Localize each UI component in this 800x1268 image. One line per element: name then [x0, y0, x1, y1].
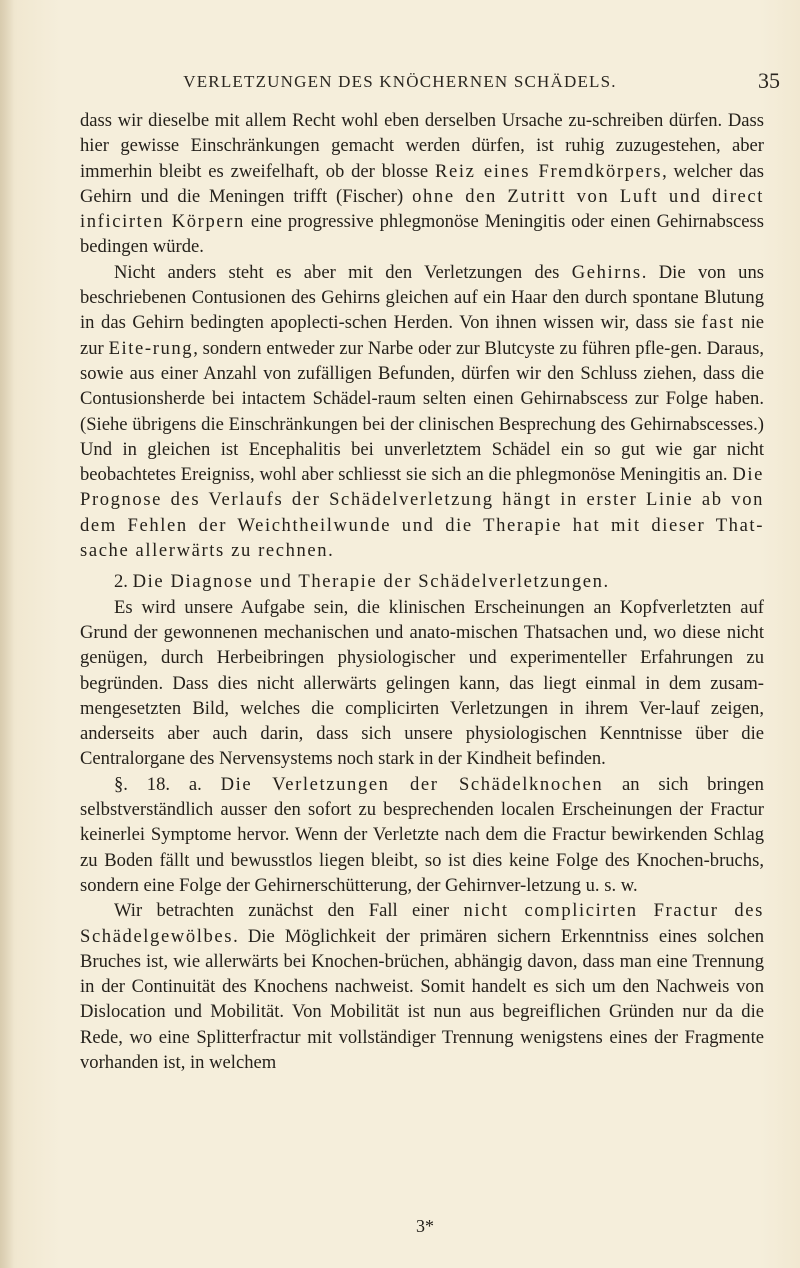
text-run: Wir betrachten zunächst den Fall einer — [114, 900, 464, 922]
paragraph-2 — [80, 260, 764, 564]
text-run: nie zur — [80, 312, 764, 359]
section-number: 2. — [114, 571, 133, 593]
section-title: Die Diagnose und Therapie der Schädelverletzungen. — [132, 571, 610, 593]
spaced-emphasis: Die Verletzungen der Schädelknochen — [220, 773, 604, 795]
page-gutter-shadow — [0, 0, 14, 1268]
spaced-emphasis: Eite-rung — [108, 337, 194, 359]
paragraph-5 — [80, 898, 764, 1075]
text-run: eine progressive phlegmonöse Meningitis oder einen Gehirnabscess bedingen würde. — [80, 211, 764, 258]
body-text — [80, 108, 764, 1075]
text-run: , welcher das Gehirn und die Meningen trifft (Fischer) — [80, 160, 764, 207]
text-run: an sich bringen selbstverständlich ausser den sofort zu besprechenden localen Erscheinungen der Fractur keinerlei Symptome hervor. Wenn der Verletzte nach dem die Fractur bewirkenden Schlag zu Boden fällt und bewusstlos liegen bleibt, so ist dies keine Folge des Knochen-bruchs, sondern eine Folge der Gehirnerschütterung, der Gehirnver-letzung u. s. w. — [80, 773, 764, 896]
paragraph-4 — [80, 772, 764, 898]
spaced-emphasis: Die Prognose des Verlaufs der Schädelverletzung hängt in erster Linie ab von dem Fehlen der Weichtheilwunde und die Therapie hat mit dieser That-sache allerwärts zu rechnen. — [80, 464, 764, 562]
running-title: VERLETZUNGEN DES KNÖCHERNEN SCHÄDELS. — [183, 72, 617, 91]
section-heading — [80, 569, 764, 594]
text-run: , sondern entweder zur Narbe oder zur Blutcyste zu führen pfle-gen. Daraus, sowie aus einer Anzahl von zufälligen Befunden, dürfen wir den Schluss ziehen, dass die Contusionsherde bei intactem Schädel-raum selten einen Gehirnabscess zur Folge haben. (Siehe übrigens die Einschränkungen bei der clinischen Besprechung des Gehirnabscesses.) Und in gleichen ist Encephalitis bei unverletztem Schädel ein so gut wie gar nicht beobachtetes Ereigniss, wohl aber schliesst sie sich an die phlegmonöse Meningitis an. — [80, 337, 764, 486]
page-number: 35 — [758, 68, 780, 93]
text-run: Nicht anders steht es aber mit den Verletzungen des — [114, 261, 572, 283]
spaced-emphasis: Reiz eines Fremdkörpers — [435, 160, 663, 182]
signature-mark: 3* — [416, 1216, 434, 1236]
paragraph-marker: §. 18. a. — [114, 773, 221, 795]
spaced-emphasis: nicht complicirten Fractur des Schädelgewölbes — [80, 900, 764, 947]
text-run: . Die Möglichkeit der primären sichern Erkenntniss eines solchen Bruches ist, wie allerwärts bei Knochen-brüchen, abhängig davon, dass man eine Trennung in der Continuität des Knochens nachweist. Somit handelt es sich um den Nachweis von Dislocation und Mobilität. Von Mobilität ist nun aus begreiflichen Gründen nur da die Rede, wo eine Splitterfractur mit vollständiger Trennung wenigstens eines der Fragmente vorhanden ist, in welchem — [80, 925, 764, 1073]
spaced-emphasis: ohne den Zutritt von Luft und direct inficirten Körpern — [80, 185, 764, 233]
text-run: dass wir dieselbe mit allem Recht wohl eben derselben Ursache zu-schreiben dürfen. Dass hier gewisse Einschränkungen gemacht werden dürfen, ist ruhig zuzugestehen, aber immerhin bleibt es zweifelhaft, ob der blosse — [80, 110, 764, 182]
paragraph-1 — [80, 108, 764, 260]
spaced-emphasis: fast — [701, 312, 735, 334]
text-run: . Die von uns beschriebenen Contusionen des Gehirns gleichen auf ein Haar den durch spontane Blutung in das Gehirn bedingten apoplecti-schen Herden. Von ihnen wissen wir, dass sie — [80, 261, 765, 334]
spaced-emphasis: Gehirns — [571, 261, 642, 283]
page-header — [80, 68, 780, 98]
paragraph-3: Es wird unsere Aufgabe sein, die klinischen Erscheinungen an Kopfverletzten auf Grund der gewonnenen mechanischen und anato-mischen Thatsachen und, wo diese nicht genügen, durch Herbeibringen physiologischer und experimenteller Erfahrungen zu begründen. Dass dies nicht allerwärts gelingen kann, das liegt einmal in dem zusam-mengesetzten Bild, welches die complicirten Verletzungen in ihrem Ver-lauf zeigen, anderseits aber auch darin, dass sich unsere physiologischen Kenntnisse über die Centralorgane des Nervensystems noch stark in der Kindheit befinden. — [80, 596, 764, 770]
